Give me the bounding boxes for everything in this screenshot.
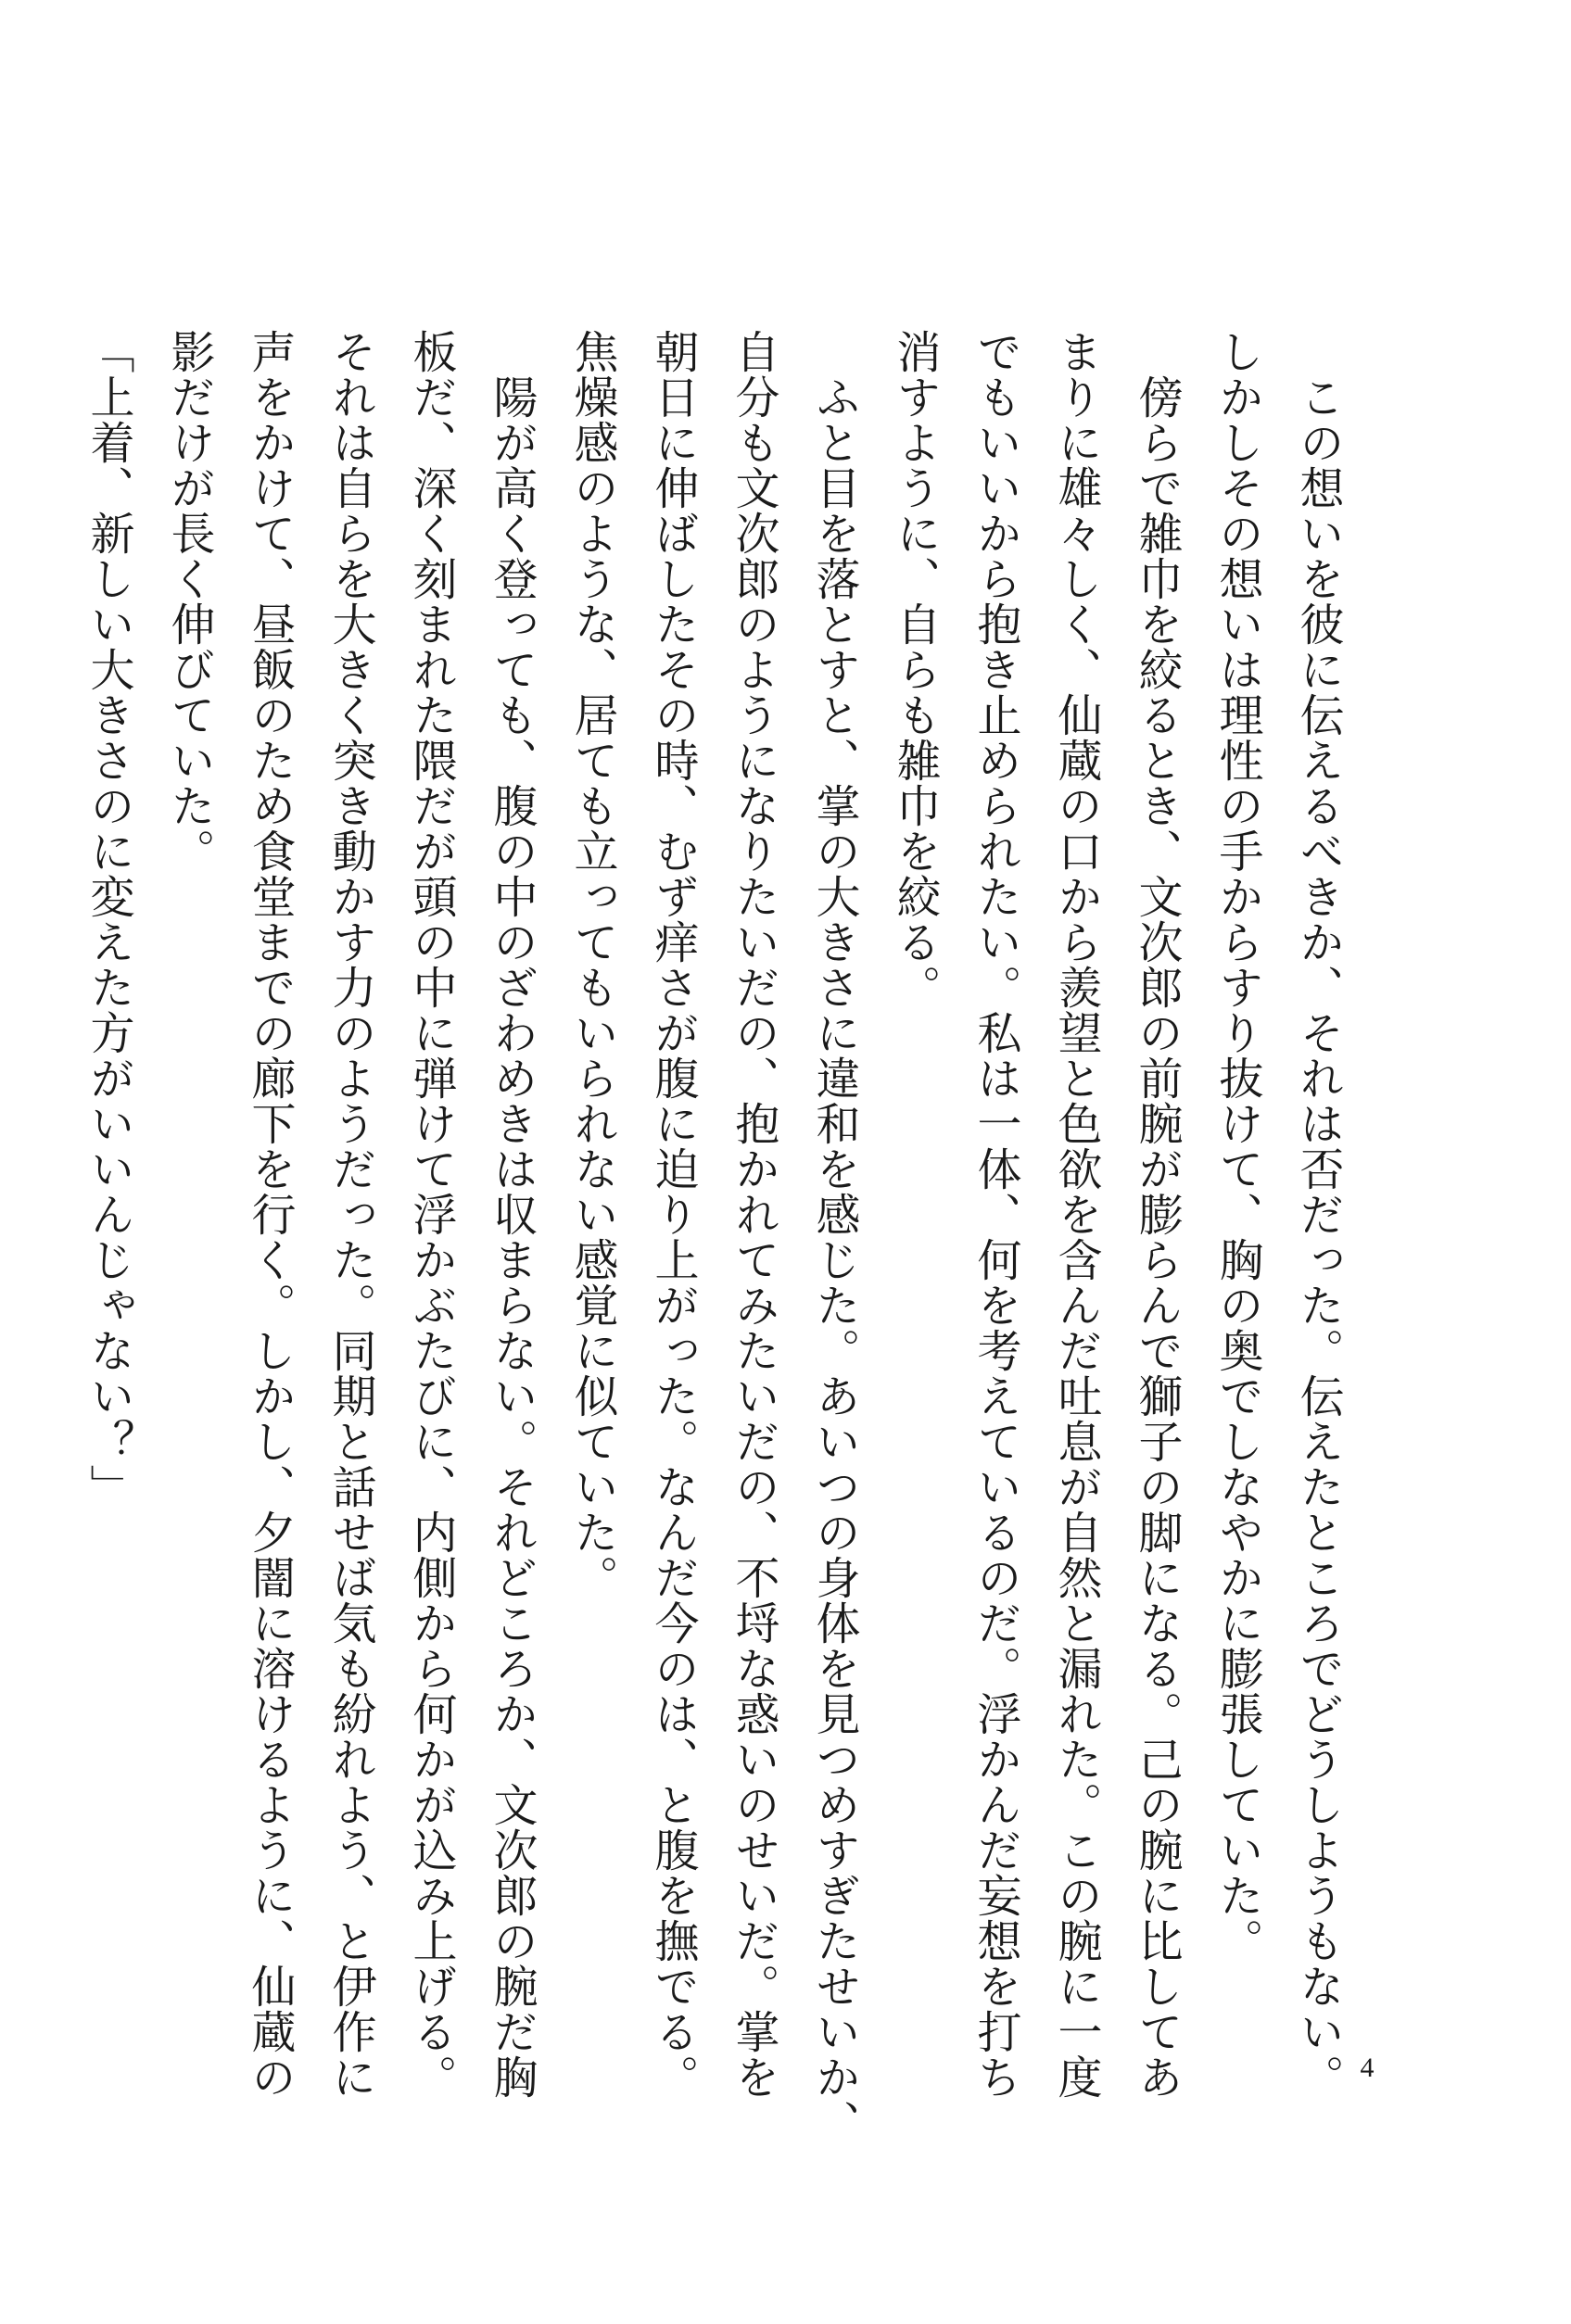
text-line: ふと目を落とすと、掌の大きさに違和を感じた。あいつの身体を見つめすぎたせいか、 <box>808 329 860 2145</box>
text-line: それは自らを大きく突き動かす力のようだった。同期と話せば気も紛れよう、と伊作に <box>324 329 376 2100</box>
text-line: 板だ、深く刻まれた隈だが頭の中に弾けて浮かぶたびに、内側から何かが込み上げる。 <box>405 329 457 2100</box>
text-line: 傍らで雑巾を絞るとき、文次郎の前腕が膨らんで獅子の脚になる。己の腕に比してあ <box>1131 329 1183 2100</box>
text-line: 陽が高く登っても、腹の中のざわめきは収まらない。それどころか、文次郎の腕だ胸 <box>486 329 538 2100</box>
text-line: 焦燥感のような、居ても立ってもいられない感覚に似ていた。 <box>566 329 618 1600</box>
text-line: でもいいから抱き止められたい。私は一体、何を考えているのだ。浮かんだ妄想を打ち <box>969 329 1021 2100</box>
page-number: 4 <box>1360 2052 1375 2083</box>
text-line: しかしその想いは理性の手からすり抜けて、胸の奥でしなやかに膨張していた。 <box>1211 329 1263 1964</box>
text-line: 影だけが長く伸びていた。 <box>163 329 215 874</box>
text-line: 声をかけて、昼飯のため食堂までの廊下を行く。しかし、夕闇に溶けるように、仙蔵の <box>244 329 296 2100</box>
text-line: この想いを彼に伝えるべきか、それは否だった。伝えたところでどうしようもない。 <box>1292 329 1344 2100</box>
text-line: まりに雄々しく、仙蔵の口から羨望と色欲を含んだ吐息が自然と漏れた。この腕に一度 <box>1050 329 1102 2100</box>
text-line: 消すように、自らも雑巾を絞る。 <box>889 329 941 1010</box>
vertical-text-body <box>82 329 1358 2145</box>
text-line: 自分も文次郎のようになりたいだの、抱かれてみたいだの、不埒な惑いのせいだ。掌を <box>728 329 779 2100</box>
text-line: 朝日に伸ばしたその時、むず痒さが腹に迫り上がった。なんだ今のは、と腹を撫でる。 <box>647 329 699 2100</box>
text-line: 「上着、新しい大きさのに変えた方がいいんじゃない？」 <box>82 329 134 1509</box>
